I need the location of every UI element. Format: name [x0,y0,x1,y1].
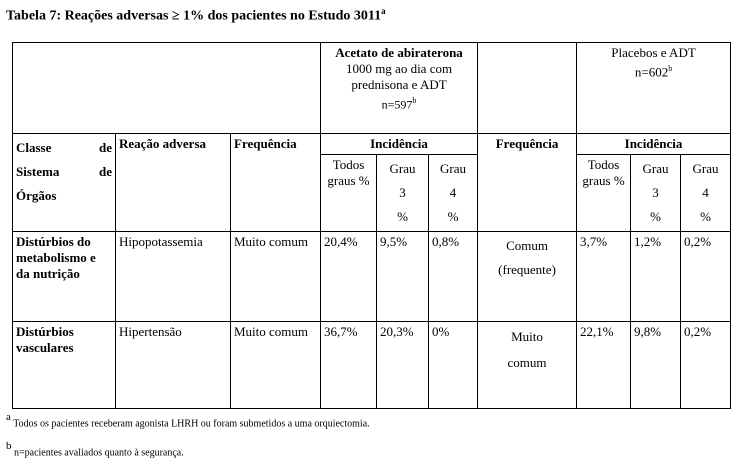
col-frequencia: Frequência [231,134,321,232]
cell-todos-2: 3,7% [577,232,631,322]
cell-grau3: 20,3% [377,322,429,409]
col-grau-4-2: Grau 4 % [681,155,731,232]
cell-grau3-2: 9,8% [631,322,681,409]
table-row [13,322,731,409]
cell-classe: Distúrbios vasculares [13,322,116,409]
header-empty-cell-2 [478,43,577,134]
header-row-columns [13,134,731,155]
table-row [13,232,731,322]
header-arm-abiraterona: Acetato de abiraterona 1000 mg ao dia com prednisona e ADT $n=597^b$ [321,43,478,134]
col-grau-3: Grau 3 % [377,155,429,232]
col-grau-3-2: Grau 3 % [631,155,681,232]
cell-grau4-2: 0,2% [681,322,731,409]
col-todos-graus-2: Todos graus % [577,155,631,232]
cell-frequencia-2: Comum (frequente) [478,232,577,322]
footnote-a: $^a$ Todos os pacientes receberam agonista LHRH ou foram submetidos a uma orquiectomia. [6,411,370,430]
cell-todos: 36,7% [321,322,377,409]
header-empty-cell [13,43,321,134]
cell-grau3: 9,5% [377,232,429,322]
header-arm-placebo: Placebos e ADT $n=602^b$ [577,43,731,134]
adverse-reactions-table [12,42,731,409]
col-frequencia-arm2: Frequência [478,134,577,232]
cell-classe: Distúrbios do metabolismo e da nutrição [13,232,116,322]
cell-todos-2: 22,1% [577,322,631,409]
cell-grau4: 0,8% [429,232,478,322]
col-grau-4: Grau 4 % [429,155,478,232]
col-todos-graus: Todos graus % [321,155,377,232]
footnote-b: $^b$ n=pacientes avaliados quanto à segurança. [6,440,184,459]
cell-todos: 20,4% [321,232,377,322]
title-footnote-mark: a [381,6,386,16]
col-reacao: Reação adversa [116,134,231,232]
cell-reacao: Hipertensão [116,322,231,409]
cell-frequencia-2: Muito comum [478,322,577,409]
header-row-arms [13,43,731,134]
col-incidencia-arm2: Incidência [577,134,731,155]
cell-grau3-2: 1,2% [631,232,681,322]
cell-reacao: Hipopotassemia [116,232,231,322]
cell-frequencia: Muito comum [231,322,321,409]
cell-grau4: 0% [429,322,478,409]
cell-frequencia: Muito comum [231,232,321,322]
col-incidencia-arm1: Incidência [321,134,478,155]
col-classe: Classe de Sistema de Órgãos [13,134,116,232]
cell-grau4-2: 0,2% [681,232,731,322]
table-title: Tabela 7: Reações adversas ≥ 1% dos pacientes no Estudo 3011$^a$ [6,6,386,24]
